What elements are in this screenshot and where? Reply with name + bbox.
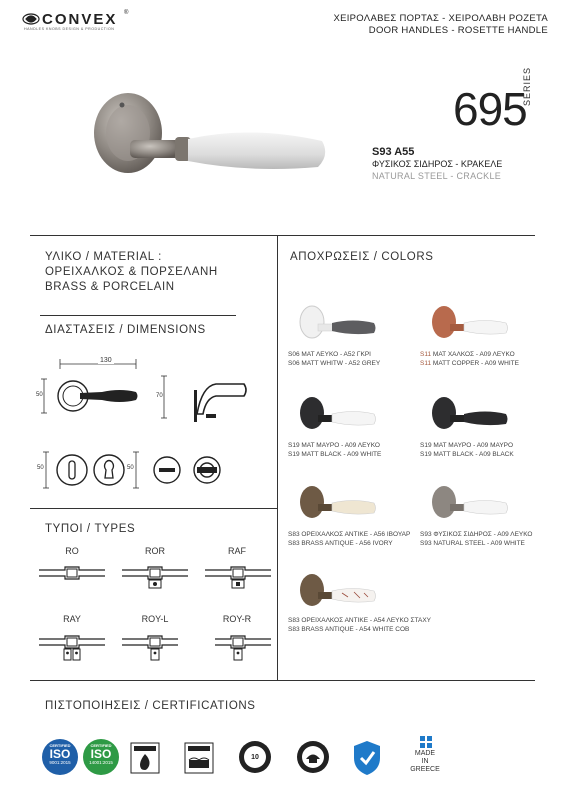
color-text-s11-gr: ΜΑΤ ΧΑΛΚΟΣ - Α09 ΛΕΥΚΟ [431, 351, 515, 358]
iso-14001-std: 14001:2015 [89, 760, 113, 765]
dimensions-title: ΔΙΑΣΤΑΣΕΙΣ / DIMENSIONS [45, 324, 206, 336]
color-caption-s19w-gr: S19 ΜΑΤ ΜΑΥΡΟ - Α09 ΛΕΥΚΟ [288, 442, 380, 449]
front-view-drawing [40, 377, 140, 417]
colors-title: ΑΠΟΧΡΩΣΕΙΣ / COLORS [290, 251, 434, 263]
color-caption-s93-gr: S93 ΦΥΣΙΚΟΣ ΣΙΔΗΡΟΣ - Α09 ΛΕΥΚΟ [420, 531, 533, 538]
brand-name: CONVEX [42, 11, 118, 28]
color-caption-s19b-gr: S19 ΜΑΤ ΜΑΥΡΟ - Α09 ΜΑΥΡΟ [420, 442, 514, 449]
type-drawing-raf [203, 563, 273, 589]
series-number: 695 [453, 83, 527, 135]
type-label-ray: RAY [63, 614, 81, 624]
antibacterial-shield-icon [352, 740, 382, 776]
divider-bottom [30, 680, 535, 681]
dimension-keyhole-value-2: 50 [127, 465, 134, 471]
color-caption-s83a56-gr: S83 ΟΡΕΙΧΑΛΚΟΣ ΑΝΤΙΚΕ - Α56 ΙΒΟΥΑΡ [288, 531, 411, 538]
product-name-en: NATURAL STEEL - CRACKLE [372, 171, 502, 181]
color-caption-s11-en [420, 359, 519, 368]
divider-vertical [277, 235, 278, 680]
made-in-line3: GREECE [410, 766, 440, 773]
dimension-rosette-value: 50 [36, 392, 43, 398]
made-in-line1: MADE [414, 750, 436, 757]
color-code-s11-en: S11 [420, 360, 432, 367]
color-swatch-s83-a56 [298, 482, 378, 524]
material-gr: ΟΡΕΙΧΑΛΚΟΣ & ΠΟΡΣΕΛΑΝΗ [45, 266, 218, 278]
type-drawing-roy-r [203, 632, 273, 662]
series-label: SERIES [522, 66, 532, 106]
color-caption-s19b-en: S19 MATT BLACK - A09 BLACK [420, 451, 514, 458]
divider-top [30, 235, 535, 236]
type-label-ro: RO [65, 546, 79, 556]
product-name-gr: ΦΥΣΙΚΟΣ ΣΙΔΗΡΟΣ - ΚΡΑΚΕΛΕ [372, 159, 503, 169]
cycles-test-icon [238, 740, 272, 774]
type-drawing-ror [120, 563, 190, 589]
color-swatch-s19-a09-white [298, 393, 378, 435]
iso-9001-mark: ISO [49, 747, 71, 761]
brand-mark: ® [124, 10, 129, 16]
iso-9001-std: 9001:2015 [49, 760, 71, 765]
type-drawing-ro [37, 563, 107, 583]
color-swatch-s19-a09-black [430, 393, 510, 435]
type-drawing-ray [37, 632, 107, 662]
svg-text:10: 10 [251, 754, 259, 761]
header-line-gr: ΧΕΙΡΟΛΑΒΕΣ ΠΟΡΤΑΣ - ΧΕΙΡΟΛΑΒΗ ΡΟΖΕΤΑ [333, 13, 548, 24]
dimension-keyhole-value-1: 50 [37, 465, 44, 471]
iso-14001-top: CERTIFIED [90, 743, 112, 748]
color-code-s11-gr: S11 [420, 351, 432, 358]
iso-9001-top: CERTIFIED [49, 743, 71, 748]
type-label-roy-l: ROY-L [141, 614, 169, 624]
types-title: ΤΥΠΟΙ / TYPES [45, 523, 136, 535]
material-title: ΥΛΙΚΟ / MATERIAL : [45, 251, 162, 263]
made-in-line2: IN [421, 758, 429, 765]
type-label-roy-r: ROY-R [222, 614, 252, 624]
color-caption-s83a56-en: S83 BRASS ANTIQUE - A56 IVORY [288, 540, 393, 547]
color-caption-s19w-en: S19 MATT BLACK - A09 WHITE [288, 451, 382, 458]
color-swatch-s83-a54 [298, 570, 378, 612]
color-caption-s83a54-en: S83 BRASS ANTIQUE - A54 WHITE COB [288, 626, 410, 633]
made-in-greece-icon [420, 736, 432, 748]
product-code: S93 A55 [372, 146, 415, 158]
dimension-depth-value: 70 [156, 393, 163, 399]
color-swatch-s06-a52 [298, 302, 378, 344]
color-swatch-s11-a09 [430, 302, 510, 344]
color-swatch-s93-a09 [430, 482, 510, 524]
fire-test-icon [130, 742, 160, 774]
color-caption-s06-gr: S06 ΜΑΤ ΛΕΥΚΟ - Α52 ΓΚΡΙ [288, 351, 371, 358]
salt-spray-test-icon [184, 742, 214, 774]
iso-14001-mark: ISO [90, 747, 112, 761]
iso-9001-badge [42, 739, 78, 775]
dimension-width-value: 130 [100, 357, 112, 364]
keyhole-drawings [42, 450, 232, 490]
color-caption-s93-en: S93 NATURAL STEEL - A09 WHITE [420, 540, 525, 547]
divider-types [30, 508, 277, 509]
divider-dimensions [40, 315, 236, 316]
hero-handle-image [90, 85, 330, 195]
color-caption-s83a54-gr: S83 ΟΡΕΙΧΑΛΚΟΣ ΑΝΤΙΚΕ - Α54 ΛΕΥΚΟ ΣΤΑΧΥ [288, 617, 432, 624]
header-line-en: DOOR HANDLES - ROSETTE HANDLE [368, 25, 548, 36]
iso-14001-badge [83, 739, 119, 775]
side-view-drawing [158, 372, 248, 424]
material-en: BRASS & PORCELAIN [45, 281, 175, 293]
certifications-title: ΠΙΣΤΟΠΟΙΗΣΕΙΣ / CERTIFICATIONS [45, 700, 256, 712]
color-caption-s11-gr [420, 350, 515, 359]
type-drawing-roy-l [120, 632, 190, 662]
color-text-s11-en: MATT COPPER - A09 WHITE [431, 360, 519, 367]
type-label-raf: RAF [228, 546, 246, 556]
brand-tagline: HANDLES KNOBS DESIGN & PRODUCTION [24, 27, 115, 31]
type-label-ror: ROR [145, 546, 165, 556]
color-caption-s06-en: S06 MATT WHITW - A52 GREY [288, 360, 381, 367]
door-weight-icon [296, 740, 330, 774]
